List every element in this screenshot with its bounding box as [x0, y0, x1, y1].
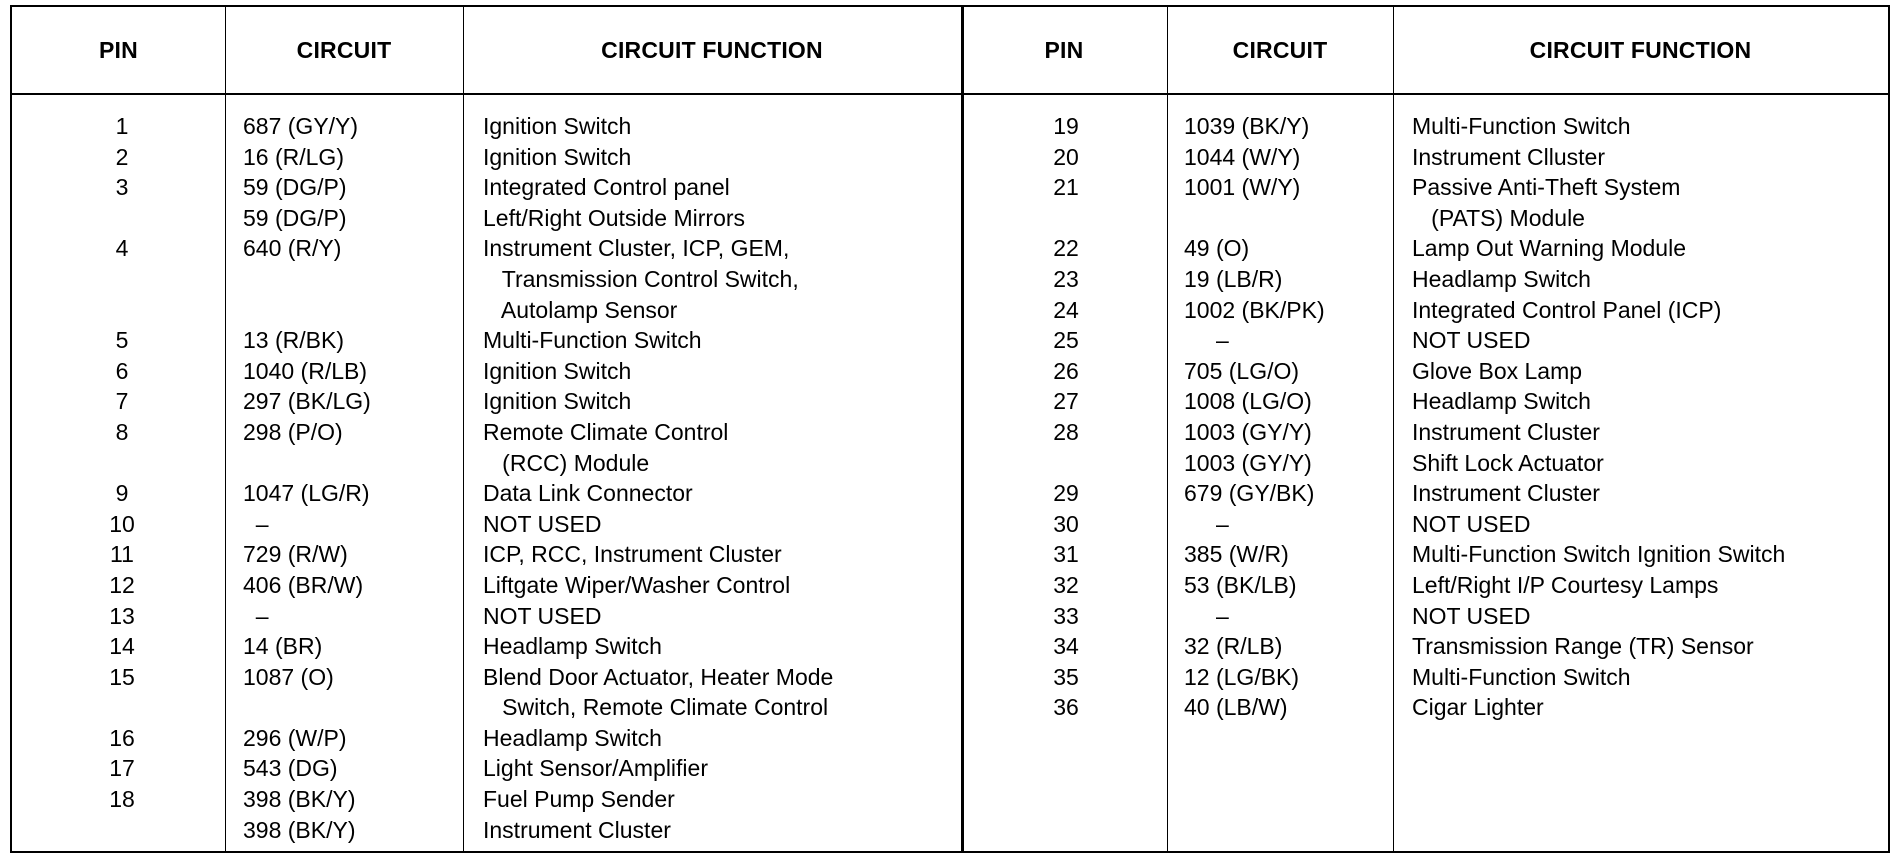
pin-cell: 26 — [1053, 357, 1079, 384]
circuit-cell: 398 (BK/Y) — [243, 786, 356, 813]
function-cell: Fuel Pump Sender — [483, 786, 675, 813]
pin-cell: 21 — [1053, 174, 1079, 201]
table-row — [961, 539, 1888, 570]
pin-cell: 33 — [1053, 602, 1079, 629]
function-cell: Autolamp Sensor — [483, 296, 678, 323]
function-cell: Multi-Function Switch — [1412, 663, 1631, 690]
table-row — [12, 723, 961, 754]
circuit-cell: 32 (R/LB) — [1184, 633, 1283, 660]
pin-cell: 24 — [1053, 296, 1079, 323]
left-half — [12, 7, 961, 851]
circuit-cell: – — [1184, 510, 1229, 537]
table-row — [961, 264, 1888, 295]
table-row — [12, 570, 961, 601]
function-cell: Lamp Out Warning Module — [1412, 235, 1687, 262]
circuit-cell: 59 (DG/P) — [243, 174, 347, 201]
table-row — [961, 203, 1888, 234]
table-row — [12, 448, 961, 479]
right-rows — [961, 111, 1888, 723]
pin-cell: 13 — [109, 602, 135, 629]
circuit-cell: 40 (LB/W) — [1184, 694, 1288, 721]
circuit-cell: 385 (W/R) — [1184, 541, 1289, 568]
circuit-cell: 687 (GY/Y) — [243, 113, 359, 139]
table-row — [961, 325, 1888, 356]
right-half — [961, 7, 1888, 851]
pin-cell: 32 — [1053, 571, 1079, 598]
circuit-cell: 59 (DG/P) — [243, 204, 347, 231]
table-row — [12, 692, 961, 723]
circuit-cell: 53 (BK/LB) — [1184, 571, 1297, 598]
pin-cell: 6 — [115, 357, 129, 384]
function-cell: Transmission Control Switch, — [483, 265, 799, 292]
circuit-cell: 729 (R/W) — [243, 541, 348, 568]
circuit-cell: 1040 (R/LB) — [243, 357, 368, 384]
pin-cell: 7 — [115, 388, 129, 415]
function-cell: Multi-Function Switch — [483, 327, 702, 354]
function-cell: Left/Right Outside Mirrors — [483, 204, 746, 231]
function-cell: Integrated Control panel — [483, 174, 730, 201]
function-cell: ICP, RCC, Instrument Cluster — [483, 541, 782, 568]
circuit-cell: 14 (BR) — [243, 633, 323, 660]
function-cell: Headlamp Switch — [483, 633, 662, 660]
table-row — [12, 815, 961, 846]
pin-cell: 35 — [1053, 663, 1079, 690]
circuit-cell: – — [243, 602, 269, 629]
pin-cell: 4 — [115, 235, 129, 262]
function-cell: Light Sensor/Amplifier — [483, 755, 708, 782]
function-cell: Shift Lock Actuator — [1412, 449, 1604, 476]
circuit-cell: 296 (W/P) — [243, 724, 347, 751]
header-circuit-left: CIRCUIT — [296, 37, 392, 63]
pin-cell: 20 — [1053, 143, 1079, 170]
function-cell: NOT USED — [1412, 510, 1531, 537]
function-cell: NOT USED — [483, 602, 602, 629]
table-row — [961, 601, 1888, 632]
function-cell: Instrument Clluster — [1412, 143, 1606, 170]
table-row — [12, 539, 961, 570]
pin-cell: 17 — [109, 755, 135, 782]
function-cell: Instrument Cluster — [1412, 418, 1600, 445]
circuit-cell: 19 (LB/R) — [1184, 265, 1283, 292]
function-cell: Ignition Switch — [483, 388, 632, 415]
table-row — [961, 233, 1888, 264]
function-cell: NOT USED — [1412, 602, 1531, 629]
pin-cell: 3 — [115, 174, 129, 201]
pin-cell: 36 — [1053, 694, 1079, 721]
pin-cell: 28 — [1053, 418, 1079, 445]
circuit-cell: 49 (O) — [1184, 235, 1250, 262]
table-row — [12, 356, 961, 387]
function-cell: Ignition Switch — [483, 113, 632, 139]
header-function-left: CIRCUIT FUNCTION — [601, 37, 823, 63]
table-row — [961, 417, 1888, 448]
function-cell: Multi-Function Switch Ignition Switch — [1412, 541, 1786, 568]
table-row — [961, 111, 1888, 142]
table-row — [961, 509, 1888, 540]
table-row — [961, 631, 1888, 662]
circuit-cell: 1047 (LG/R) — [243, 480, 370, 507]
function-cell: NOT USED — [1412, 327, 1531, 354]
table-row — [961, 692, 1888, 723]
table-row — [12, 478, 961, 509]
table-row — [961, 386, 1888, 417]
function-cell: (PATS) Module — [1412, 204, 1585, 231]
header-pin-left: PIN — [99, 37, 138, 63]
pin-cell: 18 — [109, 786, 135, 813]
circuit-cell: 640 (R/Y) — [243, 235, 342, 262]
function-cell: Headlamp Switch — [1412, 265, 1591, 292]
function-cell: Glove Box Lamp — [1412, 357, 1583, 384]
pin-cell: 8 — [115, 418, 129, 445]
table-row — [12, 295, 961, 326]
circuit-cell: 1008 (LG/O) — [1184, 388, 1312, 415]
pin-cell: 27 — [1053, 388, 1079, 415]
circuit-cell: 1002 (BK/PK) — [1184, 296, 1325, 323]
table-row — [12, 631, 961, 662]
table-row — [961, 478, 1888, 509]
table-row — [961, 142, 1888, 173]
pin-cell: 22 — [1053, 235, 1079, 262]
pin-cell: 19 — [1053, 113, 1079, 139]
circuit-cell: 1039 (BK/Y) — [1184, 113, 1310, 139]
pin-cell: 11 — [110, 541, 134, 568]
function-cell: NOT USED — [483, 510, 602, 537]
left-rows — [12, 111, 961, 845]
circuit-cell: 1003 (GY/Y) — [1184, 418, 1312, 445]
pin-cell: 14 — [109, 633, 135, 660]
table-row — [12, 662, 961, 693]
table-row — [12, 753, 961, 784]
table-row — [961, 570, 1888, 601]
pin-cell: 5 — [115, 327, 129, 354]
pin-cell: 25 — [1053, 327, 1079, 354]
circuit-cell: 1087 (O) — [243, 663, 334, 690]
circuit-cell: 679 (GY/BK) — [1184, 480, 1315, 507]
function-cell: Instrument Cluster, ICP, GEM, — [483, 235, 790, 262]
pin-cell: 16 — [109, 724, 135, 751]
table-row — [12, 111, 961, 142]
circuit-cell: – — [1184, 602, 1229, 629]
circuit-cell: – — [243, 510, 269, 537]
pin-cell: 29 — [1053, 480, 1079, 507]
pin-cell: 15 — [109, 663, 135, 690]
function-cell: Remote Climate Control — [483, 418, 729, 445]
table-row — [12, 417, 961, 448]
pin-cell: 34 — [1053, 633, 1079, 660]
function-cell: Blend Door Actuator, Heater Mode — [483, 663, 834, 690]
function-cell: Data Link Connector — [483, 480, 693, 507]
table-row — [12, 784, 961, 815]
table-row — [12, 601, 961, 632]
pin-cell: 31 — [1053, 541, 1079, 568]
function-cell: Instrument Cluster — [483, 816, 671, 843]
table-row — [12, 264, 961, 295]
circuit-cell: 298 (P/O) — [243, 418, 343, 445]
table-row — [961, 356, 1888, 387]
table-row — [12, 203, 961, 234]
header-function-right: CIRCUIT FUNCTION — [1529, 37, 1752, 63]
function-cell: Headlamp Switch — [483, 724, 662, 751]
header-pin-right: PIN — [1044, 37, 1084, 63]
circuit-cell: 1001 (W/Y) — [1184, 174, 1301, 201]
function-cell: Left/Right I/P Courtesy Lamps — [1412, 571, 1719, 598]
table-row — [961, 662, 1888, 693]
function-cell: Ignition Switch — [483, 143, 632, 170]
circuit-cell: – — [1184, 327, 1229, 354]
circuit-cell: 543 (DG) — [243, 755, 338, 782]
table-row — [961, 448, 1888, 479]
header-circuit-right: CIRCUIT — [1232, 37, 1328, 63]
circuit-cell: 12 (LG/BK) — [1184, 663, 1300, 690]
function-cell: Transmission Range (TR) Sensor — [1412, 633, 1754, 660]
pin-cell: 2 — [115, 143, 129, 170]
function-cell: Integrated Control Panel (ICP) — [1412, 296, 1722, 323]
circuit-cell: 705 (LG/O) — [1184, 357, 1300, 384]
pinout-table — [10, 5, 1890, 853]
pin-cell: 23 — [1053, 265, 1079, 292]
table-row — [961, 172, 1888, 203]
function-cell: Cigar Lighter — [1412, 694, 1544, 721]
function-cell: (RCC) Module — [483, 449, 650, 476]
function-cell: Ignition Switch — [483, 357, 632, 384]
table-row — [961, 295, 1888, 326]
table-row — [12, 325, 961, 356]
circuit-cell: 297 (BK/LG) — [243, 388, 371, 415]
pin-cell: 30 — [1053, 510, 1079, 537]
function-cell: Instrument Cluster — [1412, 480, 1600, 507]
circuit-cell: 1003 (GY/Y) — [1184, 449, 1312, 476]
pin-cell: 1 — [115, 113, 129, 139]
function-cell: Passive Anti-Theft System — [1412, 174, 1681, 201]
pin-cell: 10 — [109, 510, 135, 537]
function-cell: Switch, Remote Climate Control — [483, 694, 829, 721]
function-cell: Liftgate Wiper/Washer Control — [483, 571, 791, 598]
function-cell: Multi-Function Switch — [1412, 113, 1631, 139]
circuit-cell: 398 (BK/Y) — [243, 816, 356, 843]
function-cell: Headlamp Switch — [1412, 388, 1591, 415]
circuit-cell: 13 (R/BK) — [243, 327, 344, 354]
table-row — [12, 142, 961, 173]
pin-cell: 12 — [109, 571, 135, 598]
circuit-cell: 1044 (W/Y) — [1184, 143, 1301, 170]
circuit-cell: 406 (BR/W) — [243, 571, 364, 598]
circuit-cell: 16 (R/LG) — [243, 143, 344, 170]
table-row — [12, 172, 961, 203]
table-row — [12, 509, 961, 540]
table-row — [12, 233, 961, 264]
pin-cell: 9 — [115, 480, 129, 507]
table-row — [12, 386, 961, 417]
